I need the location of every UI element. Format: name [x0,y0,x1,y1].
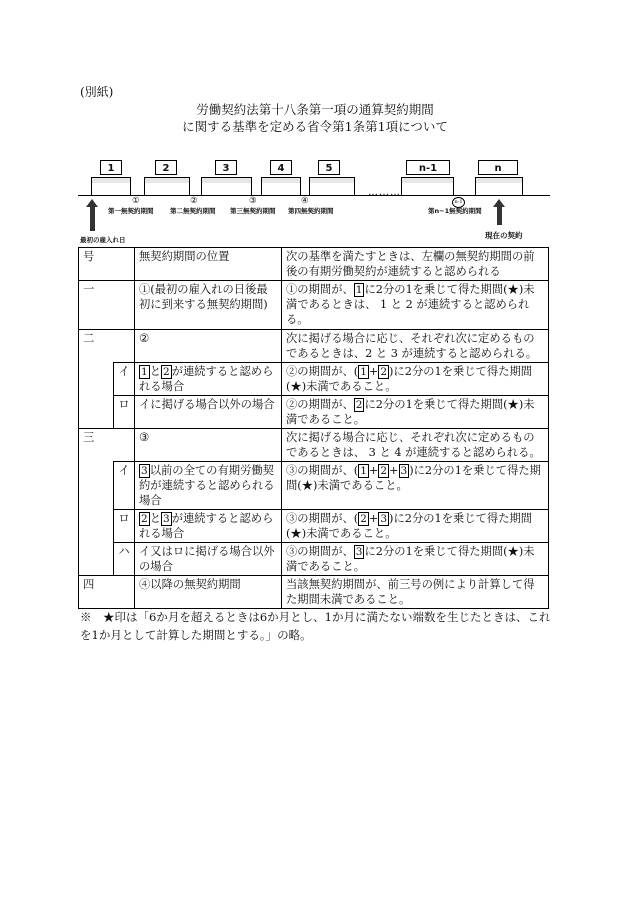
table-header-row [79,248,549,281]
row-criteria: ①の期間が、 1 に2分の1を乗じて得た期間(★)未満であるときは、 1 と 2 が連続すると認められる。 [282,281,549,330]
row-no: 四 [79,576,135,609]
subrow-label: ロ [114,396,135,429]
row-criteria: 次に掲げる場合に応じ、それぞれ次に定めるものであるときは、2 と 3 が連続すると認められる。 [282,330,549,363]
subrow-position: イに掲げる場合以外の場合 [135,396,282,429]
first-hire-arrow-icon [88,199,97,231]
contract-period-3 [201,177,252,196]
subrow-label: ロ [114,510,135,543]
period-label-1: 第一無契約期間 [108,207,154,215]
header-no: 号 [79,248,135,281]
header-criteria: 次の基準を満たすときは、左欄の無契約期間の前後の有期労働契約が連続すると認められる [282,248,549,281]
subrow-position: 1 と 2 が連続すると認められる場合 [135,363,282,396]
contract-period-n [475,177,523,196]
period-label-n-1: 第n−1無契約期間 [428,207,482,215]
subrow-criteria: ③の期間が、( 2 + 3 )に2分の1を乗じて得た期間(★)未満であること。 [282,510,549,543]
contract-timeline-diagram [78,150,558,245]
table-row [79,429,549,462]
period-label-4: 第四無契約期間 [288,207,334,215]
contract-period-2 [144,177,190,196]
row-position: ④以降の無契約期間 [135,576,282,609]
marker-4: ④ [301,196,309,206]
row-position: ② [135,330,282,363]
contract-box-2: 2 [155,160,177,175]
table-row [79,576,549,609]
row-no: 三 [79,429,135,462]
footnote: ※ ★印は「6か月を超えるときは6か月とし、1か月に満たない端数を生じたときは、これを1か月として計算した期間とする。」の略。 [80,610,551,642]
table-row [79,330,549,363]
contract-period-4 [261,177,301,196]
contract-box-n-1: n-1 [406,160,450,175]
row-position: ①(最初の雇入れの日後最初に到来する無契約期間) [135,281,282,330]
period-label-3: 第三無契約期間 [230,207,276,215]
timeline-ellipsis: ……… [368,187,401,198]
row-position: ③ [135,429,282,462]
marker-n-1: n-1 [452,197,465,208]
document-title-line2: に関する基準を定める省令第1条第1項について [182,119,448,134]
contract-period-5 [309,177,355,196]
row-criteria: 次に掲げる場合に応じ、それぞれ次に定めるものであるときは、 3 と 4 が連続すると認められる。 [282,429,549,462]
row-no: 二 [79,330,135,363]
table-subrow [79,396,549,429]
contract-box-5: 5 [318,160,340,175]
subrow-criteria: ②の期間が、( 1 + 2 )に2分の1を乗じて得た期間(★)未満であること。 [282,363,549,396]
subrow-position: 2 と 3 が連続すると認められる場合 [135,510,282,543]
header-position: 無契約期間の位置 [135,248,282,281]
table-row [79,281,549,330]
attachment-label: (別紙) [80,85,114,99]
contract-period-1 [91,177,131,196]
first-hire-label: 最初の雇入れ日 [80,236,126,244]
table-subrow [79,510,549,543]
current-contract-label: 現在の契約 [485,231,523,240]
subrow-label: ハ [114,543,135,576]
contract-box-n: n [478,160,518,175]
current-contract-arrow-icon [495,199,504,225]
subrow-criteria: ②の期間が、 2 に2分の1を乗じて得た期間(★)未満であること。 [282,396,549,429]
contract-box-4: 4 [270,160,292,175]
table-subrow [79,543,549,576]
period-label-2: 第二無契約期間 [170,207,216,215]
subrow-position: イ又はロに掲げる場合以外の場合 [135,543,282,576]
criteria-table [78,247,549,609]
marker-1: ① [132,196,140,206]
subrow-position: 3 以前の全ての有期労働契約が連続すると認められる場合 [135,462,282,510]
table-subrow [79,363,549,396]
contract-box-1: 1 [100,160,122,175]
table-subrow [79,462,549,510]
subrow-criteria: ③の期間が、 3 に2分の1を乗じて得た期間(★)未満であること。 [282,543,549,576]
timeline-axis [78,195,550,196]
subrow-label: イ [114,462,135,510]
row-no: 一 [79,281,135,330]
marker-3: ③ [249,196,257,206]
subrow-label: イ [114,363,135,396]
contract-box-3: 3 [215,160,237,175]
subrow-criteria: ③の期間が、( 1 + 2 + 3 )に2分の1を乗じて得た期間(★)未満であること。 [282,462,549,510]
row-criteria: 当該無契約期間が、前三号の例により計算して得た期間未満であること。 [282,576,549,609]
marker-2: ② [190,196,198,206]
document-title-line1: 労働契約法第十八条第一項の通算契約期間 [196,102,434,117]
contract-period-n-1 [401,177,454,196]
